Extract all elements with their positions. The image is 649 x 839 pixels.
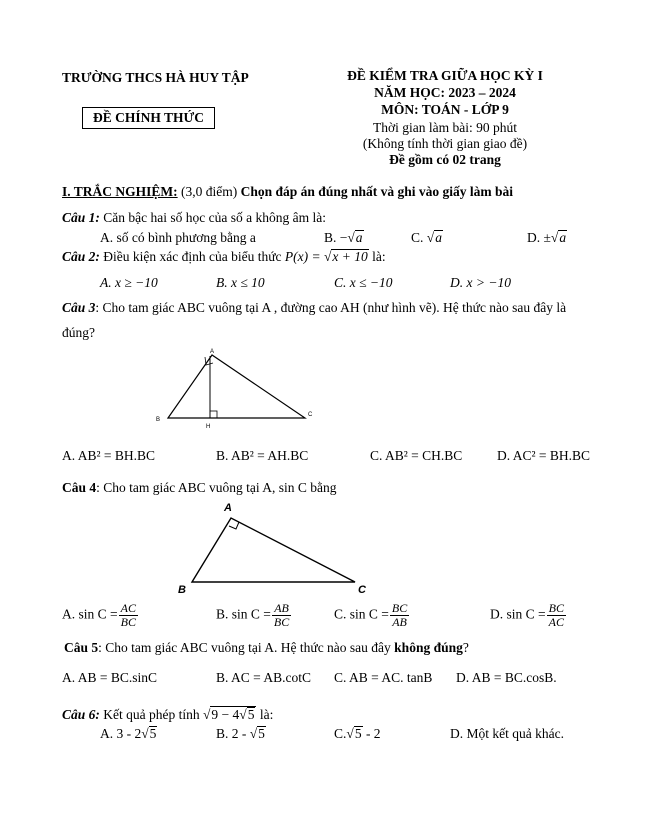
exam-title: ĐỀ KIỂM TRA GIỮA HỌC KỲ I	[347, 68, 543, 83]
sqrt-icon: √	[347, 230, 355, 245]
right-angle-a	[205, 357, 213, 365]
numerator: AC	[120, 601, 136, 615]
q6-option-c	[334, 726, 381, 742]
radicand: a	[435, 230, 442, 245]
numerator: AB	[274, 601, 289, 615]
label-a: A	[224, 502, 232, 514]
official-badge: ĐỀ CHÍNH THỨC	[82, 107, 215, 129]
option-prefix: C. sin C =	[334, 606, 389, 622]
time-note: (Không tính thời gian giao đề)	[362, 136, 528, 151]
q2-option-a: A. x ≥ −10	[100, 275, 158, 290]
denominator: AC	[548, 615, 564, 629]
fraction	[119, 602, 138, 629]
question-tail: là:	[256, 707, 274, 722]
q4-option-a	[62, 602, 139, 629]
q6-option-d: D. Một kết quả khác.	[450, 726, 564, 741]
question-label: Câu 4	[62, 480, 97, 495]
denominator: AB	[392, 615, 407, 629]
numerator: BC	[391, 601, 408, 615]
question-1	[62, 210, 326, 226]
denominator: BC	[120, 615, 136, 629]
question-label: Câu 3	[62, 300, 96, 315]
option-prefix: D. ±	[527, 230, 551, 245]
question-label: Câu 5	[64, 640, 99, 655]
radicand: 5	[354, 726, 362, 741]
section-title: I. TRẮC NGHIỆM:	[62, 184, 178, 199]
section-heading	[62, 184, 513, 200]
question-text: Điều kiện xác định của biểu thức	[99, 249, 285, 264]
q4-option-d	[490, 602, 567, 629]
school-name: TRƯỜNG THCS HÀ HUY TẬP	[62, 70, 249, 85]
question-text: : Cho tam giác ABC vuông tại A , đường cao AH (như hình vẽ). Hệ thức nào sau đây là	[95, 300, 567, 315]
inner-radicand: 5	[247, 707, 255, 722]
question-text: : Cho tam giác ABC vuông tại A, sin C bằng	[96, 480, 337, 495]
right-angle-a	[229, 522, 239, 529]
q3-option-d: D. AC² = BH.BC	[497, 448, 591, 463]
radicand: 5	[258, 726, 265, 741]
question-label: Câu 2:	[62, 249, 100, 264]
fraction	[547, 602, 566, 629]
option-prefix: B. −	[324, 230, 348, 245]
subject: MÔN: TOÁN - LỚP 9	[381, 102, 509, 117]
q3-option-b: B. AB² = AH.BC	[216, 448, 309, 463]
radicand: x + 10	[332, 249, 368, 264]
q3-option-a: A. AB² = BH.BC	[62, 448, 156, 463]
question-6	[62, 706, 273, 723]
sqrt-icon: √	[239, 707, 247, 722]
q2-option-d: D. x > −10	[450, 275, 511, 290]
denominator: BC	[273, 615, 290, 629]
question-tail: ?	[462, 640, 469, 655]
school-year: NĂM HỌC: 2023 – 2024	[374, 85, 516, 100]
label-a: A	[210, 349, 215, 355]
option-prefix: A. 3 - 2	[100, 726, 142, 741]
figure-triangle-altitude	[150, 345, 320, 430]
sqrt-icon: √	[249, 726, 258, 741]
label-b: B	[156, 417, 161, 423]
q6-option-b	[216, 726, 266, 742]
question-text: Căn bậc hai số học của số a không âm là:	[99, 210, 326, 225]
radicand: a	[355, 230, 363, 245]
q6-option-a	[100, 726, 157, 742]
question-3-cont: đúng?	[62, 325, 95, 340]
sqrt-icon: √	[203, 707, 211, 722]
label-c: C	[308, 412, 313, 418]
question-tail: là:	[368, 249, 386, 264]
question-2	[62, 249, 386, 265]
label-c: C	[358, 584, 366, 596]
sqrt-icon: √	[550, 230, 559, 245]
radicand	[210, 706, 256, 721]
q1-option-a: A. số có bình phương bằng a	[100, 230, 256, 245]
option-prefix: C.	[411, 230, 427, 245]
triangle-abc	[168, 355, 305, 418]
time-limit: Thời gian làm bài: 90 phút	[373, 120, 517, 135]
fraction	[390, 602, 409, 629]
q5-option-c: C. AB = AC. tanB	[334, 670, 433, 685]
q2-option-c: C. x ≤ −10	[334, 275, 393, 290]
option-prefix: A. sin C =	[62, 606, 118, 622]
radicand: 5	[149, 726, 157, 741]
q1-option-c	[411, 230, 443, 246]
q4-option-b	[216, 602, 292, 629]
q2-option-b: B. x ≤ 10	[216, 275, 265, 290]
q5-option-a: A. AB = BC.sinC	[62, 670, 158, 685]
sqrt-icon: √	[426, 230, 435, 245]
q1-option-d	[527, 230, 567, 246]
radicand-part: 9 − 4	[211, 707, 240, 722]
label-h: H	[206, 424, 211, 430]
expression: P(x) =	[284, 249, 324, 264]
option-prefix: D. sin C =	[490, 606, 546, 622]
q5-option-d: D. AB = BC.cosB.	[456, 670, 557, 685]
question-emphasis: không đúng	[394, 640, 463, 655]
question-label: Câu 1:	[62, 210, 100, 225]
q5-option-b: B. AC = AB.cotC	[216, 670, 312, 685]
q1-option-b	[324, 230, 364, 246]
question-text: Kết quả phép tính	[99, 707, 203, 722]
q3-option-c: C. AB² = CH.BC	[370, 448, 463, 463]
section-points: (3,0 điểm)	[177, 184, 241, 199]
question-5	[64, 640, 469, 656]
sqrt-icon: √	[141, 726, 149, 741]
numerator: BC	[548, 601, 564, 615]
sqrt-icon: √	[346, 726, 354, 741]
option-prefix: B. 2 -	[216, 726, 250, 741]
figure-triangle-right	[172, 498, 372, 598]
question-4	[62, 480, 337, 496]
question-text: : Cho tam giác ABC vuông tại A. Hệ thức nào sau đây	[98, 640, 395, 655]
question-label: Câu 6:	[62, 707, 100, 722]
question-3	[62, 300, 566, 316]
section-instruction: Chọn đáp án đúng nhất và ghi vào giấy làm bài	[240, 184, 513, 199]
sqrt-icon: √	[324, 249, 332, 264]
option-prefix: C.	[334, 726, 347, 741]
option-suffix: - 2	[362, 726, 381, 741]
fraction	[272, 602, 291, 629]
triangle-abc	[192, 518, 355, 582]
q4-option-c	[334, 602, 410, 629]
page-count: Đề gồm có 02 trang	[389, 152, 501, 167]
right-angle-h	[210, 411, 217, 418]
option-prefix: B. sin C =	[216, 606, 271, 622]
label-b: B	[178, 584, 186, 596]
radicand: a	[559, 230, 567, 245]
